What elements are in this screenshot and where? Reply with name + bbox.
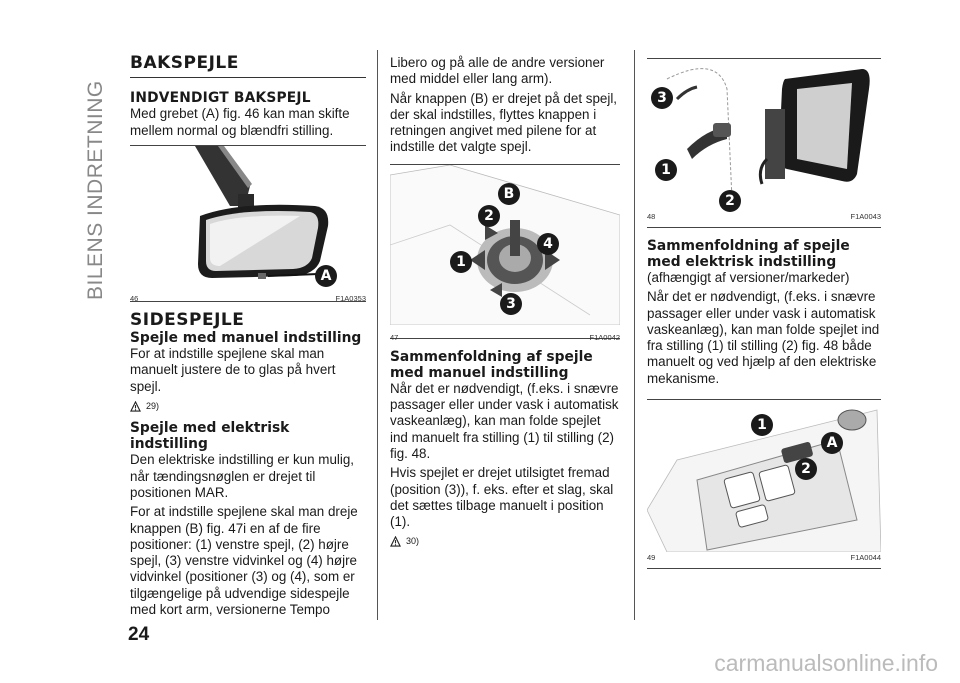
figure-caption <box>390 329 620 348</box>
paragraph: (afhængigt af versioner/markeder) <box>647 270 850 285</box>
label-2-badge: 2 <box>795 458 817 480</box>
figure-caption <box>647 549 881 568</box>
label-a-badge: A <box>821 432 843 454</box>
warning-note: 30) <box>390 533 620 549</box>
paragraph: Når det er nødvendigt, (f.eks. i snævre passager eller under vask i automatisk vaskeanlæg), kan man folde spejlet ind fra stilling (1) til stilling (2) fig. 48 både manuelt og ved hjælp af den elektriske mekanisme. <box>647 289 880 386</box>
label-b-badge: B <box>498 183 520 205</box>
paragraph: For at indstille spejlene skal man dreje knappen (B) fig. 47i en af de fire positioner: (1) venstre spejl, (2) højre spejl, (3) venstre vidvinkel og (4) højre vidvinkel (positioner (3) og (4), som er tilgængelige på udvendige sidespejle med kort arm, versionerne Tempo <box>130 504 358 618</box>
paragraph: Med grebet (A) fig. 46 kan man skifte mellem normal og blændfri stilling. <box>130 106 350 138</box>
subheading-indvendigt: INDVENDIGT BAKSPEJL <box>130 90 311 107</box>
label-1-badge: 1 <box>751 414 773 436</box>
warning-icon <box>130 401 141 412</box>
label-a-badge: A <box>315 265 337 287</box>
figure-caption <box>130 290 366 309</box>
figure-46 <box>130 145 366 302</box>
figure-47 <box>390 164 620 343</box>
figure-number: 48 <box>647 211 656 221</box>
figure-number: 47 <box>390 333 399 343</box>
page-number: 24 <box>128 624 150 645</box>
column-divider <box>377 50 378 620</box>
paragraph: Hvis spejlet er drejet utilsigtet fremad (position (3)), f. eks. efter et slag, skal det sættes tilbage manuelt i position (1). <box>390 465 614 530</box>
label-2-badge: 2 <box>478 205 500 227</box>
paragraph: Libero og på alle de andre versioner med middel eller lang arm). <box>390 55 605 87</box>
label-4-badge: 4 <box>537 233 559 255</box>
heading-bakspejle: BAKSPEJLE <box>130 53 239 73</box>
figure-number: 46 <box>130 294 139 304</box>
column-divider <box>634 50 635 620</box>
subheading-electric: Spejle med elektrisk indstilling <box>130 420 290 453</box>
column-2 <box>390 55 620 556</box>
label-1-badge: 1 <box>450 251 472 273</box>
figure-48 <box>647 58 881 228</box>
label-3-badge: 3 <box>651 87 673 109</box>
figure-caption <box>647 208 881 227</box>
heading-rule <box>130 77 366 78</box>
heading-sidespejle: SIDESPEJLE <box>130 309 245 330</box>
label-1-badge: 1 <box>655 159 677 181</box>
figure-code: F1A0042 <box>589 333 620 343</box>
subheading-fold-manual: Sammenfoldning af spejle med manuel indstilling <box>390 348 593 381</box>
figure-code: F1A0043 <box>850 211 881 221</box>
paragraph: Når det er nødvendigt, (f.eks. i snævre passager eller under vask i automatisk vaskeanlæg), kan man folde spejlet ind manuelt fra stilling (1) til stilling (2) fig. 48. <box>390 380 619 461</box>
column-3 <box>647 58 881 579</box>
paragraph: For at indstille spejlene skal man manuelt justere de to glas på hvert spejl. <box>130 346 336 394</box>
section-side-title: BILENS INDRETNING <box>84 80 107 300</box>
figure-49 <box>647 399 881 569</box>
figure-code: F1A0044 <box>850 552 881 562</box>
column-1 <box>130 55 366 621</box>
label-2-badge: 2 <box>719 190 741 212</box>
paragraph: Når knappen (B) er drejet på det spejl, der skal indstilles, flyttes knappen i retningen angivet med pilene for at indstille det valgte spejl. <box>390 90 618 155</box>
warning-icon <box>390 536 401 547</box>
figure-code: F1A0353 <box>335 294 366 304</box>
subheading-fold-electric: Sammenfoldning af spejle med elektrisk indstilling <box>647 238 850 270</box>
rearview-mirror-illustration <box>130 146 366 286</box>
watermark: carmanualsonline.info <box>714 650 938 676</box>
label-3-badge: 3 <box>500 293 522 315</box>
side-mirror-fold-illustration <box>647 59 881 211</box>
warning-note: 29) <box>130 398 366 414</box>
figure-number: 49 <box>647 552 656 562</box>
paragraph: Den elektriske indstilling er kun mulig, når tændingsnøglen er drejet til positionen MAR. <box>130 452 355 500</box>
subheading-manual: Spejle med manuel indstilling <box>130 330 362 347</box>
